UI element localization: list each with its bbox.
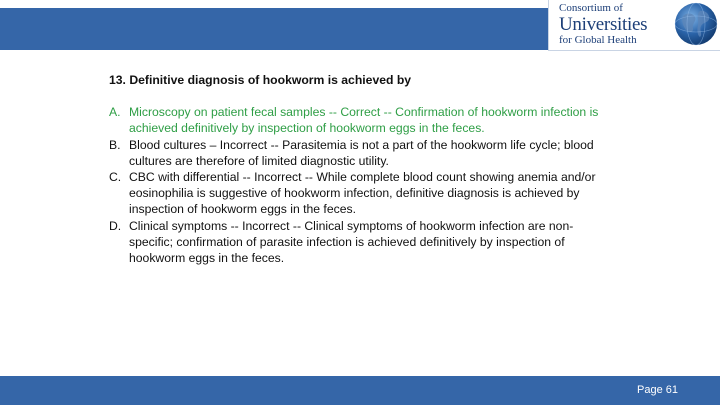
page-number: Page 61 [637,384,678,396]
logo-line-3: for Global Health [559,34,637,46]
option-letter: C. [109,170,122,185]
question-text: 13. Definitive diagnosis of hookworm is achieved by [109,73,412,87]
logo-line-2: Universities [559,14,648,35]
option-a [109,104,609,136]
slide-content [109,72,609,266]
option-text: Blood cultures – Incorrect -- Parasitemia is not a part of the hookworm life cycle; blood cultures are therefore of limited diagnostic utility. [129,137,594,168]
footer-bar [0,376,720,405]
globe-icon [673,1,719,47]
option-letter: A. [109,105,121,120]
option-text: CBC with differential -- Incorrect -- While complete blood count showing anemia and/or eosinophilia is suggestive of hookworm infection, definitive diagnosis is achieved by inspection of hookworm eggs in the feces. [129,170,596,217]
logo-text [559,2,669,46]
option-b [109,137,609,169]
option-d [109,218,609,267]
option-text: Microscopy on patient fecal samples -- Correct -- Confirmation of hookworm infection is achieved definitively by inspection of hookworm eggs in the feces. [129,105,599,136]
option-c [109,169,609,218]
option-letter: D. [109,218,122,233]
cugh-logo [548,0,720,51]
option-text: Clinical symptoms -- Incorrect -- Clinical symptoms of hookworm infection are non-specific; confirmation of parasite infection is achieved definitively by inspection of hookworm eggs in the feces. [129,218,574,266]
option-letter: B. [109,137,121,152]
logo-line-1: Consortium of [559,2,623,14]
